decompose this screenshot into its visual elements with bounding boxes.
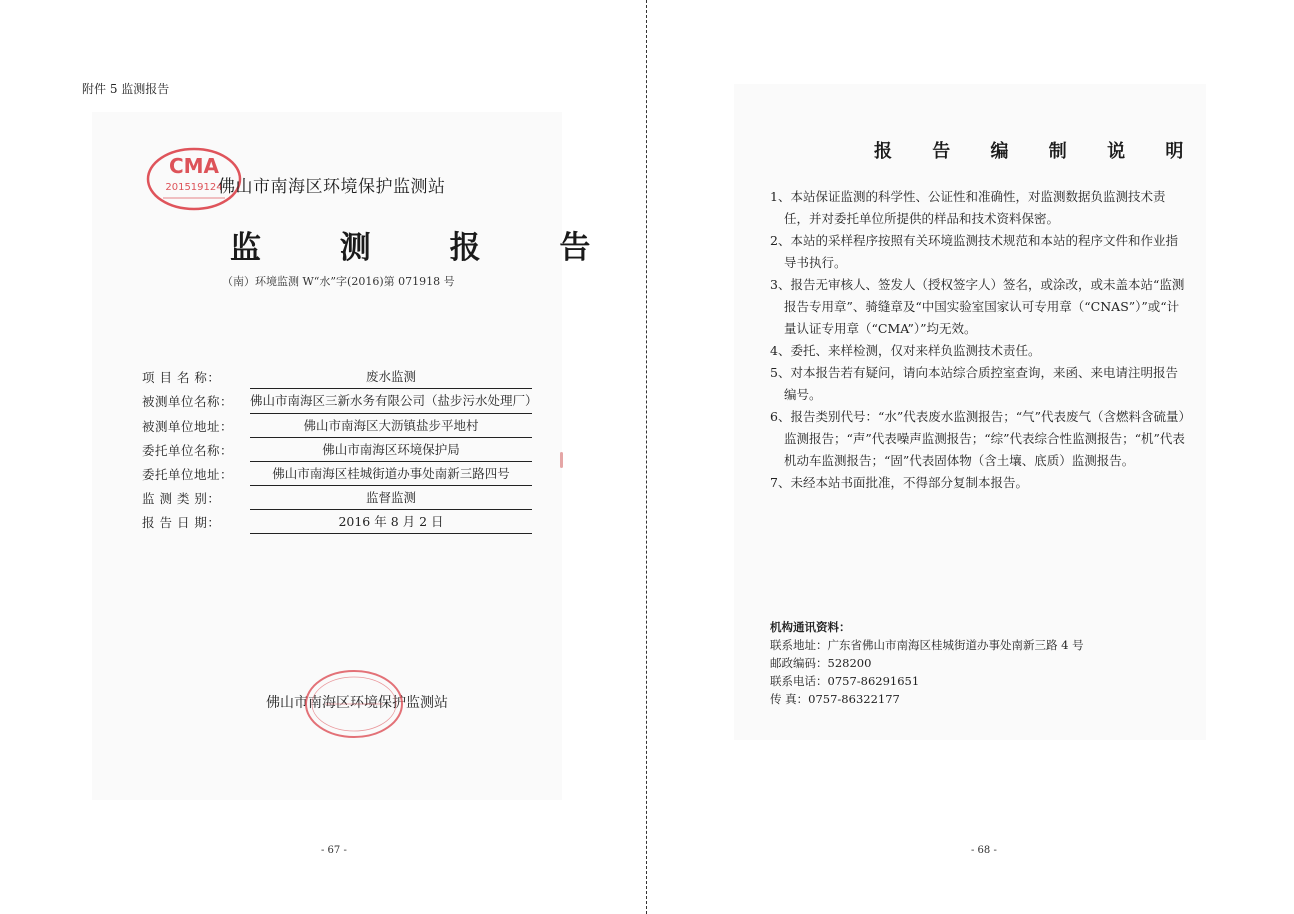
explanation-title: 报 告 编 制 说 明: [874, 141, 1201, 162]
info-label: 被测单位地址：: [142, 419, 234, 434]
info-label: 监 测 类 别：: [142, 491, 221, 506]
report-info-table: [142, 365, 538, 534]
contact-postcode: 邮政编码：528200: [770, 656, 872, 670]
explanation-item: 3、报告无审核人、签发人（授权签字人）签名，或涂改，或未盖本站“监测报告专用章”、骑缝章及“中国实验室国家认可专用章（“CNAS”）”或“计量认证专用章（“CMA”）”均无效。: [770, 277, 1185, 336]
left-page: [0, 0, 646, 914]
info-label: 项 目 名 称：: [142, 370, 221, 385]
explanation-item: 4、委托、来样检测，仅对来样负监测技术责任。: [770, 343, 1041, 358]
seam-stamp-fragment: [560, 452, 563, 468]
info-label: 报 告 日 期：: [142, 515, 221, 530]
cma-number: 201519124: [165, 182, 223, 193]
report-title: 监 测 报 告: [230, 230, 625, 266]
info-row-date: [142, 510, 532, 534]
info-value: 佛山市南海区大沥镇盐步平地村: [250, 414, 532, 438]
info-row-tested-address: [142, 414, 532, 438]
page-number-right: - 68 -: [971, 845, 997, 856]
info-row-client-address: [142, 462, 532, 486]
page-number-left: - 67 -: [321, 845, 347, 856]
explanation-item: 7、未经本站书面批准，不得部分复制本报告。: [770, 475, 1028, 490]
cma-mark: CMA: [168, 154, 220, 178]
info-value: 废水监测: [250, 365, 532, 389]
contact-phone: 联系电话：0757-86291651: [770, 674, 920, 688]
attachment-label: 附件 5 监测报告: [82, 82, 170, 96]
explanation-list: [770, 186, 1190, 494]
explanation-item: 5、对本报告若有疑问，请向本站综合质控室查询，来函、来电请注明报告编号。: [770, 365, 1178, 402]
contact-fax: 传 真：0757-86322177: [770, 692, 900, 706]
page-divider: [646, 0, 647, 914]
info-label: 委托单位名称：: [142, 443, 234, 458]
info-value: 佛山市南海区三新水务有限公司（盐步污水处理厂）: [250, 389, 532, 414]
info-row-tested-unit: [142, 389, 538, 414]
official-round-stamp: [303, 668, 405, 740]
footer-station-name: 佛山市南海区环境保护监测站: [266, 695, 448, 711]
explanation-item: 1、本站保证监测的科学性、公证性和准确性，对监测数据负监测技术责任，并对委托单位所提供的样品和技术资料保密。: [770, 189, 1166, 226]
info-row-category: [142, 486, 532, 510]
info-value: 佛山市南海区桂城街道办事处南新三路四号: [250, 462, 532, 486]
report-number: （南）环境监测 W“水”字(2016)第 071918 号: [222, 275, 455, 288]
info-value: 监督监测: [250, 486, 532, 510]
info-label: 被测单位名称：: [142, 394, 234, 409]
info-value: 2016 年 8 月 2 日: [250, 510, 532, 534]
explanation-item: 2、本站的采样程序按照有关环境监测技术规范和本站的程序文件和作业指导书执行。: [770, 233, 1178, 270]
right-page: [648, 0, 1294, 914]
contact-info: [770, 618, 1084, 708]
info-label: 委托单位地址：: [142, 467, 234, 482]
contact-address: 联系地址：广东省佛山市南海区桂城街道办事处南新三路 4 号: [770, 638, 1084, 652]
info-row-client-name: [142, 438, 532, 462]
explanation-item: 6、报告类别代号：“水”代表废水监测报告；“气”代表废气（含燃料含硫量）监测报告；“声”代表噪声监测报告；“综”代表综合性监测报告；“机”代表机动车监测报告；“固”代表固体物（含土壤、底质）监测报告。: [770, 409, 1185, 468]
info-row-project: [142, 365, 532, 389]
info-value: 佛山市南海区环境保护局: [250, 438, 532, 462]
contact-heading: 机构通讯资料：: [770, 620, 851, 634]
station-header: 佛山市南海区环境保护监测站: [218, 177, 446, 197]
